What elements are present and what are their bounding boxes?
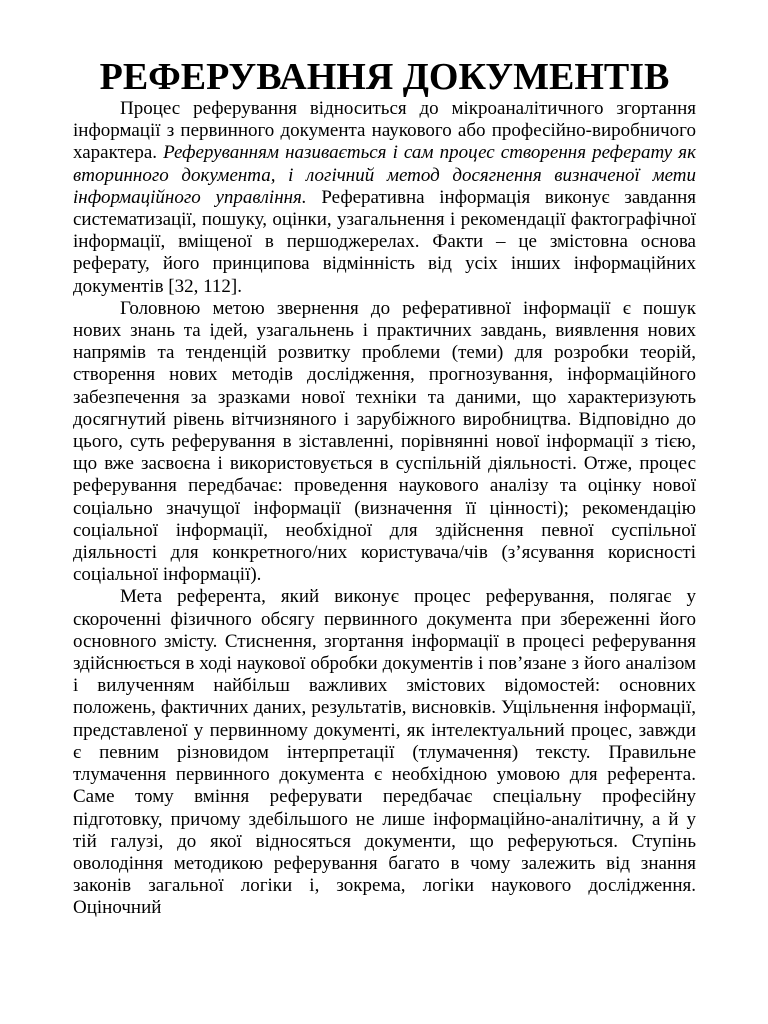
document-title: РЕФЕРУВАННЯ ДОКУМЕНТІВ xyxy=(99,56,670,98)
paragraph-2: Головною метою звернення до реферативної інформації є пошук нових знань та ідей, узагальнень і практичних завдань, виявлення нових напрямів та тенденцій розвитку проблеми (теми) для розробки теорій, створення нових методів дослідження, прогнозування, інформаційного забезпечення за зразками нової техніки та даними, що характеризують досягнутий рівень вітчизняного і зарубіжного виробництва. Відповідно до цього, суть реферування в зіставленні, порівнянні нової інформації з тією, що вже засвоєна і використовується в суспільній діяльності. Отже, процес реферування передбачає: проведення наукового аналізу та оцінку нової соціально значущої інформації (визначення її цінності); рекомендацію соціальної інформації, необхідної для здійснення певної суспільної діяльності для конкретного/них користувача/чів (з’ясування корисності соціальної інформації). xyxy=(73,297,696,586)
paragraph-1-definition: Реферуванням називається і сам процес створення реферату як вторинного документа, і логічний метод досягнення визначеної мети інформаційного управління. xyxy=(73,142,696,208)
paragraph-1-continuation: Реферативна інформація виконує завдання систематизації, пошуку, оцінки, узагальнення і рекомендації фактографічної інформації, вміщеної в першоджерелах. Факти – це змістовна основа реферату, його принципова відмінність від усіх інших інформаційних документів [32, 112]. xyxy=(73,186,696,297)
paragraph-1 xyxy=(73,98,696,298)
paragraph-3: Мета референта, який виконує процес реферування, полягає у скороченні фізичного обсягу первинного документа при збереженні його основного змісту. Стиснення, згортання інформації в процесі реферування здійснюється в ході наукової обробки документів і пов’язане з його аналізом і вилученням найбільш важливих змістових відомостей: основних положень, фактичних даних, результатів, висновків. Ущільнення інформації, представленої у первинному документі, як інтелектуальний процес, завжди є певним різновидом інтерпретації (тлумачення) тексту. Правильне тлумачення первинного документа є необхідною умовою для референта. Саме тому вміння реферувати передбачає спеціальну професійну підготовку, причому здебільшого не лише інформаційно-аналітичну, а й у тій галузі, до якої відносяться документи, що реферуються. Ступінь оволодіння методикою реферування багато в чому залежить від знання законів загальної логіки і, зокрема, логіки наукового дослідження. Оціночний xyxy=(73,586,696,919)
paragraph-1-text: Процес реферування відноситься до мікроаналітичного згортання інформації з первинного документа наукового або професійно-виробничого характера. xyxy=(73,98,696,164)
